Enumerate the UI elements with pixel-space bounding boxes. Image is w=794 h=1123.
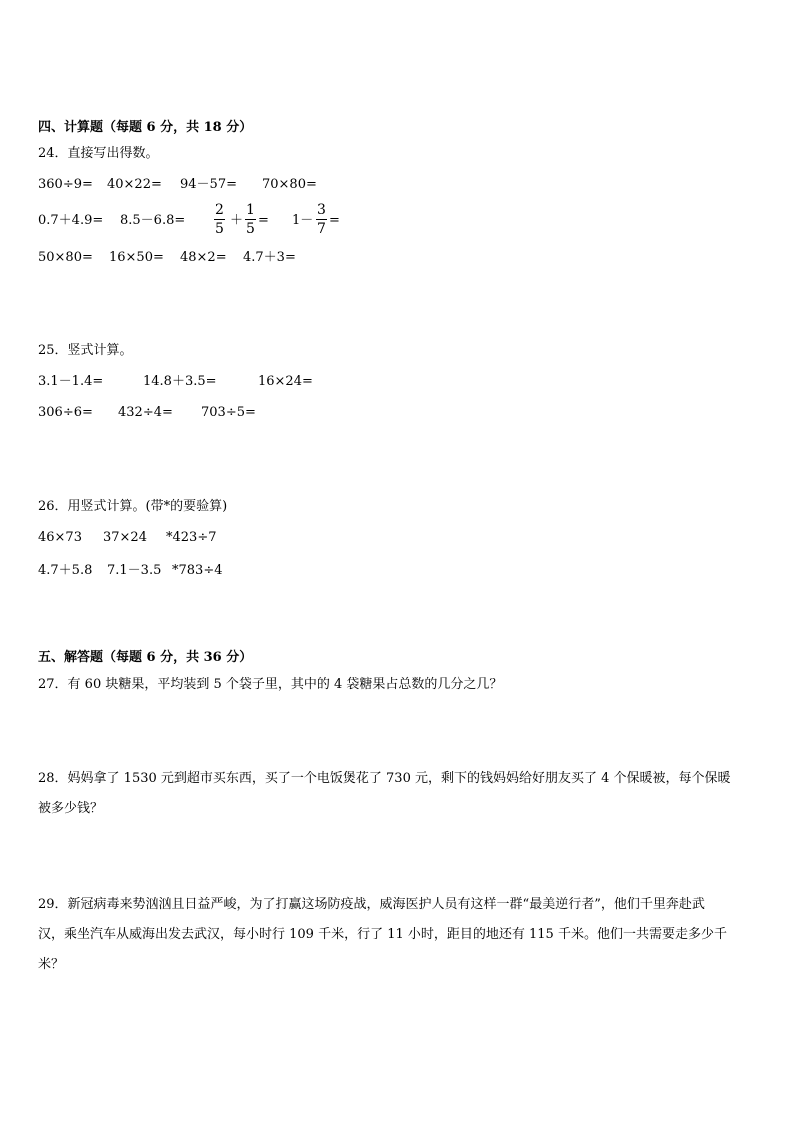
fraction-two-fifths (214, 203, 225, 236)
section-heading-calculation: 四、计算题（每题 6 分，共 18 分） (38, 120, 253, 135)
q26-item: *423÷7 (166, 530, 217, 545)
fraction-one-fifth (245, 203, 256, 236)
equals-sign: = (258, 213, 269, 228)
q24-item: 94－57= (180, 177, 237, 192)
q24-item: 40×22= (107, 177, 162, 192)
question-24-prompt: 24．直接写出得数。 (38, 146, 159, 161)
q24-item: 4.7＋3= (243, 250, 296, 265)
fraction-denominator: 7 (317, 221, 326, 237)
question-29-line: 29．新冠病毒来势汹汹且日益严峻，为了打赢这场防疫战，威海医护人员有这样一群“最美逆行者”，他们千里奔赴武 (38, 897, 705, 912)
question-27: 27．有 60 块糖果，平均装到 5 个袋子里，其中的 4 袋糖果占总数的几分之几？ (38, 677, 503, 692)
q26-item: 46×73 (38, 530, 82, 545)
q24-item-lead: 1－ (292, 213, 314, 228)
q25-item: 16×24= (258, 374, 313, 389)
fraction-numerator: 2 (215, 202, 224, 218)
fraction-denominator: 5 (246, 221, 255, 237)
fraction-three-sevenths (316, 203, 327, 236)
q24-item: 0.7＋4.9= (38, 213, 104, 228)
plus-operator: ＋ (230, 213, 244, 228)
q24-item: 360÷9= (38, 177, 93, 192)
equals-sign: = (329, 213, 340, 228)
q24-item: 16×50= (109, 250, 164, 265)
q26-item: 7.1－3.5 (107, 563, 162, 578)
q25-item: 306÷6= (38, 405, 93, 420)
question-25-prompt: 25．竖式计算。 (38, 343, 133, 358)
q26-item: *783÷4 (172, 563, 223, 578)
q26-item: 4.7＋5.8 (38, 563, 93, 578)
fraction-numerator: 1 (246, 202, 255, 218)
q24-item: 70×80= (262, 177, 317, 192)
question-28-line: 28．妈妈拿了 1530 元到超市买东西，买了一个电饭煲花了 730 元，剩下的钱妈妈给好朋友买了 4 个保暖被，每个保暖 (38, 771, 731, 786)
q25-item: 432÷4= (118, 405, 173, 420)
question-29-line: 米？ (38, 957, 65, 972)
fraction-denominator: 5 (215, 221, 224, 237)
q24-item: 48×2= (180, 250, 227, 265)
section-heading-word-problems: 五、解答题（每题 6 分，共 36 分） (38, 650, 253, 665)
q25-item: 3.1－1.4= (38, 374, 104, 389)
q25-item: 703÷5= (201, 405, 256, 420)
question-29-line: 汉，乘坐汽车从威海出发去武汉，每小时行 109 千米，行了 11 小时，距目的地还有 115 千米。他们一共需要走多少千 (38, 927, 727, 942)
q24-item: 50×80= (38, 250, 93, 265)
q25-item: 14.8＋3.5= (143, 374, 217, 389)
question-26-prompt: 26．用竖式计算。(带*的要验算) (38, 499, 228, 514)
q26-item: 37×24 (103, 530, 147, 545)
fraction-numerator: 3 (317, 202, 326, 218)
question-28-line: 被多少钱？ (38, 801, 104, 816)
q24-item: 8.5－6.8= (120, 213, 186, 228)
